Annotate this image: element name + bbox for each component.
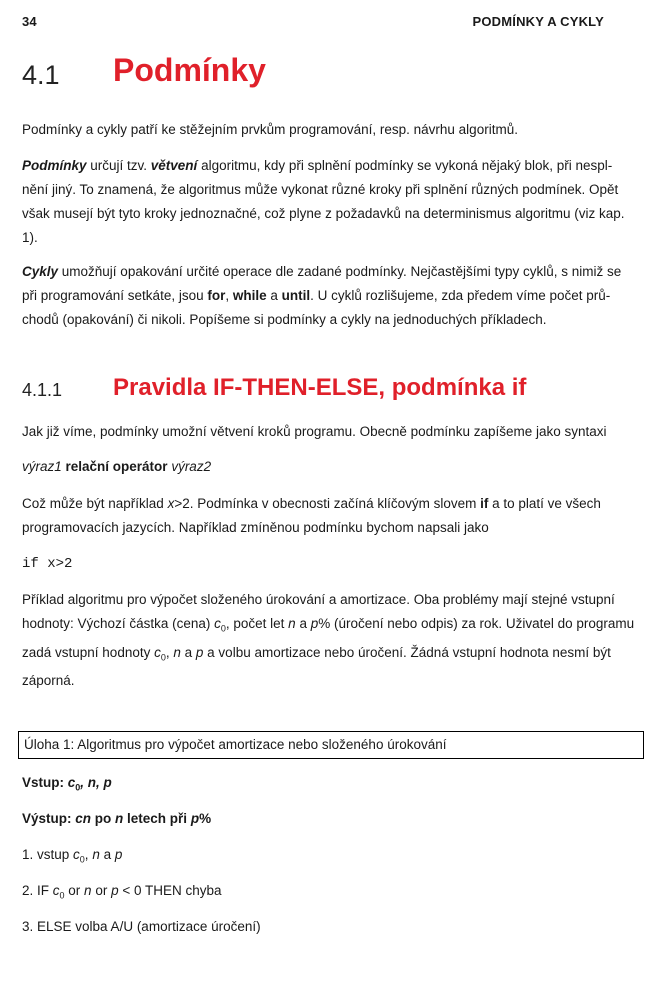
- task-title: Úloha 1: Algoritmus pro výpočet amortizace nebo složeného úrokování: [24, 737, 447, 752]
- text: zadá vstupní hodnoty: [22, 644, 155, 660]
- step-3: 3. ELSE volba A/U (amortizace úročení): [22, 919, 261, 934]
- text: >2. Podmínka v obecnosti začíná klíčovým slovem: [174, 496, 481, 511]
- paragraph-task: [22, 588, 640, 693]
- subscript: 0: [160, 652, 166, 663]
- text: 1. vstup: [22, 847, 74, 862]
- var-p: p: [195, 644, 204, 660]
- section-title: Podmínky: [113, 52, 266, 88]
- text: a: [295, 616, 311, 631]
- var-c: c: [52, 883, 60, 898]
- subscript: 0: [59, 890, 65, 901]
- text: 2. IF: [22, 883, 53, 898]
- keyword-while: while: [232, 288, 267, 303]
- text: při programování setkáte, jsou: [22, 288, 208, 303]
- paragraph-conditions: [22, 154, 640, 250]
- expr1: výraz1: [22, 459, 62, 474]
- keyword-until: until: [281, 288, 311, 303]
- text: % (úročení nebo odpis) za rok. Uživatel do programu: [318, 616, 635, 631]
- text: a: [180, 644, 196, 660]
- page-number: 34: [22, 14, 37, 29]
- code-example: if x>2: [22, 556, 73, 572]
- text-line: záporná.: [22, 673, 75, 689]
- keyword-for: for: [207, 288, 226, 303]
- subsection-number: 4.1.1: [22, 380, 63, 400]
- step-2: [22, 879, 640, 908]
- vars: , n, p: [80, 775, 112, 790]
- term-branching: větvení: [150, 158, 198, 173]
- var-c: c: [67, 775, 76, 790]
- text: určují tzv.: [86, 158, 151, 173]
- var-n: n: [288, 616, 296, 631]
- text: or: [91, 883, 112, 898]
- text-line: 1).: [22, 230, 38, 245]
- paragraph-example: [22, 492, 640, 540]
- intro-paragraph: Podmínky a cykly patří ke stěžejním prvkům programování, resp. návrhu algoritmů.: [22, 122, 518, 137]
- running-header: PODMÍNKY A CYKLY: [472, 14, 604, 29]
- text: < 0 THEN chyba: [118, 883, 222, 898]
- var-p: p: [114, 847, 123, 862]
- text: a: [99, 847, 115, 862]
- text: ,: [84, 847, 93, 862]
- text: algoritmu, kdy při splnění podmínky se vykoná nějaký blok, při nespl-: [197, 158, 613, 173]
- subscript: 0: [79, 854, 85, 865]
- subscript: 0: [220, 623, 226, 634]
- text: . U cyklů rozlišujeme, zda předem víme počet prů-: [310, 288, 611, 303]
- syntax-line: [22, 455, 640, 479]
- text: po: [91, 811, 116, 826]
- var-c: c: [214, 616, 221, 631]
- subsection-title: Pravidla IF-THEN-ELSE, podmínka if: [113, 374, 527, 401]
- output-line: [22, 807, 640, 831]
- var-n: n: [84, 883, 92, 898]
- syntax-intro: Jak již víme, podmínky umožní větvení kroků programu. Obecně podmínku zapíšeme jako syntaxi: [22, 424, 607, 439]
- input-line: [22, 771, 640, 800]
- var-p: p: [190, 811, 200, 826]
- text-line: nění jiný. To znamená, že algoritmus může vykonat různé kroky při splnění různých podmínek. Opět: [22, 182, 619, 197]
- section-heading: [22, 52, 642, 102]
- text: a to platí ve všech: [488, 496, 601, 511]
- subsection-heading: [22, 372, 642, 408]
- var-x: x: [167, 496, 175, 511]
- text: Což může být například: [22, 496, 168, 511]
- var-n: n: [92, 847, 100, 862]
- text: hodnoty: Výchozí částka (cena): [22, 616, 215, 631]
- var-n: n: [173, 644, 181, 660]
- term-loops: Cykly: [22, 264, 59, 279]
- label: Výstup:: [22, 811, 76, 826]
- var-c: c: [73, 847, 80, 862]
- subscript: 0: [75, 782, 81, 793]
- var-c: c: [154, 644, 161, 660]
- section-number: 4.1: [22, 60, 60, 90]
- var-cn: cn: [75, 811, 92, 826]
- expr2: výraz2: [171, 459, 212, 474]
- text: a volbu amortizace nebo úročení. Žádná vstupní hodnota nesmí být: [203, 644, 611, 660]
- paragraph-loops: [22, 260, 640, 332]
- text: umožňují opakování určité operace dle zadané podmínky. Nejčastějšími typy cyklů, s nimiž se: [58, 264, 622, 279]
- text: %: [199, 811, 212, 826]
- step-1: [22, 843, 640, 872]
- var-n: n: [115, 811, 124, 826]
- text-line: však musejí být tyto kroky jednoznačné, což plyne z požadavků na determinismus algoritmu (viz kap.: [22, 206, 625, 221]
- label: Vstup:: [22, 775, 68, 790]
- term-conditions: Podmínky: [22, 158, 87, 173]
- text: or: [64, 883, 85, 898]
- var-p: p: [310, 616, 319, 631]
- text: ,: [165, 644, 174, 660]
- text: a: [266, 288, 282, 303]
- var-p: p: [111, 883, 119, 898]
- text: letech při: [123, 811, 191, 826]
- text: , počet let: [225, 616, 289, 631]
- keyword-if: if: [480, 496, 489, 511]
- text-line: programovacích jazycích. Například zmíněnou podmínku bychom napsali jako: [22, 520, 489, 535]
- text-line: Příklad algoritmu pro výpočet složeného úrokování a amortizace. Oba problémy mají stejné vstupní: [22, 592, 615, 607]
- text-line: chodů (opakování) či nikoli. Popíšeme si podmínky a cykly na jednoduchých příkladech.: [22, 312, 547, 327]
- task-box: [18, 731, 644, 759]
- relational-operator: relační operátor: [61, 459, 172, 474]
- text: ,: [225, 288, 233, 303]
